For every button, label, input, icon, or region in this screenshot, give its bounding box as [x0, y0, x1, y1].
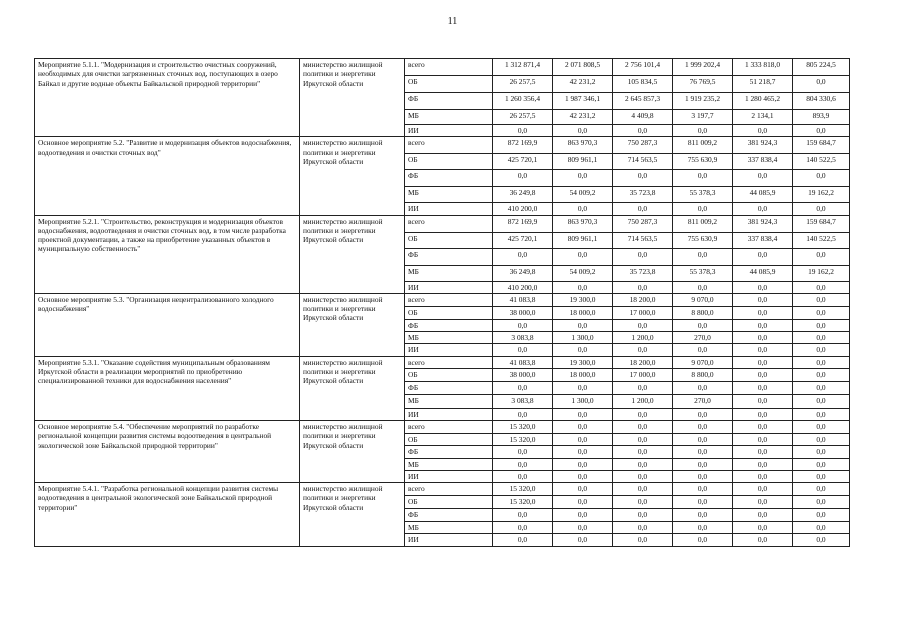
funding-source-cell: МБ	[405, 110, 493, 125]
amount-cell: 18 200,0	[613, 356, 673, 368]
amount-cell: 0,0	[553, 509, 613, 522]
amount-cell: 0,0	[733, 509, 793, 522]
amount-cell: 26 257,5	[493, 76, 553, 93]
amount-cell: 0,0	[493, 344, 553, 356]
amount-cell: 0,0	[673, 170, 733, 187]
amount-cell: 159 684,7	[793, 215, 850, 232]
amount-cell: 0,0	[613, 421, 673, 434]
funding-source-cell: ФБ	[405, 446, 493, 458]
amount-cell: 38 000,0	[493, 306, 553, 319]
amount-cell: 0,0	[553, 483, 613, 496]
amount-cell: 0,0	[733, 483, 793, 496]
amount-cell: 0,0	[793, 408, 850, 420]
amount-cell: 15 320,0	[493, 434, 553, 446]
amount-cell: 2 071 808,5	[553, 59, 613, 76]
funding-source-cell: ИИ	[405, 125, 493, 137]
funding-source-cell: ОБ	[405, 496, 493, 509]
amount-cell: 0,0	[793, 509, 850, 522]
amount-cell: 0,0	[733, 356, 793, 368]
funding-source-cell: ФБ	[405, 509, 493, 522]
amount-cell: 1 260 356,4	[493, 93, 553, 110]
amount-cell: 1 200,0	[613, 332, 673, 344]
amount-cell: 1 987 346,1	[553, 93, 613, 110]
funding-source-cell: ИИ	[405, 470, 493, 482]
amount-cell: 0,0	[673, 496, 733, 509]
funding-source-cell: ФБ	[405, 381, 493, 394]
funding-source-cell: ОБ	[405, 154, 493, 170]
amount-cell: 0,0	[733, 293, 793, 306]
amount-cell: 44 085,9	[733, 265, 793, 281]
amount-cell: 337 838,4	[733, 232, 793, 248]
amount-cell: 35 723,8	[613, 187, 673, 203]
table-row	[35, 137, 850, 154]
amount-cell: 0,0	[553, 319, 613, 331]
measure-cell: Мероприятие 5.1.1. "Модернизация и строительство очистных сооружений, необходимых для очистки загрязненных сточных вод, поступающих в озеро Байкал и другие водные объекты Байкальской природной территории"	[35, 59, 300, 137]
amount-cell: 0,0	[733, 496, 793, 509]
amount-cell: 0,0	[553, 170, 613, 187]
amount-cell: 0,0	[793, 319, 850, 331]
funding-source-cell: всего	[405, 421, 493, 434]
amount-cell: 0,0	[613, 434, 673, 446]
amount-cell: 1 999 202,4	[673, 59, 733, 76]
amount-cell: 0,0	[793, 76, 850, 93]
amount-cell: 2 645 857,3	[613, 93, 673, 110]
amount-cell: 0,0	[613, 248, 673, 265]
amount-cell: 15 320,0	[493, 421, 553, 434]
amount-cell: 19 300,0	[553, 293, 613, 306]
amount-cell: 0,0	[733, 446, 793, 458]
amount-cell: 0,0	[793, 281, 850, 293]
amount-cell: 54 009,2	[553, 187, 613, 203]
amount-cell: 3 083,8	[493, 394, 553, 408]
amount-cell: 159 684,7	[793, 137, 850, 154]
amount-cell: 755 630,9	[673, 154, 733, 170]
amount-cell: 9 070,0	[673, 356, 733, 368]
funding-source-cell: всего	[405, 356, 493, 368]
amount-cell: 0,0	[733, 281, 793, 293]
amount-cell: 19 162,2	[793, 187, 850, 203]
amount-cell: 0,0	[553, 522, 613, 534]
amount-cell: 0,0	[673, 458, 733, 470]
executor-cell: министерство жилищной политики и энергетики Иркутской области	[300, 215, 405, 293]
executor-cell: министерство жилищной политики и энергетики Иркутской области	[300, 137, 405, 215]
amount-cell: 0,0	[793, 356, 850, 368]
amount-cell: 0,0	[613, 203, 673, 215]
funding-source-cell: ИИ	[405, 534, 493, 546]
amount-cell: 809 961,1	[553, 232, 613, 248]
amount-cell: 0,0	[733, 203, 793, 215]
amount-cell: 0,0	[613, 446, 673, 458]
amount-cell: 714 563,5	[613, 232, 673, 248]
amount-cell: 1 200,0	[613, 394, 673, 408]
amount-cell: 38 000,0	[493, 368, 553, 381]
amount-cell: 863 970,3	[553, 215, 613, 232]
funding-source-cell: всего	[405, 137, 493, 154]
amount-cell: 410 200,0	[493, 203, 553, 215]
amount-cell: 2 756 101,4	[613, 59, 673, 76]
amount-cell: 0,0	[733, 421, 793, 434]
amount-cell: 0,0	[493, 458, 553, 470]
amount-cell: 811 009,2	[673, 137, 733, 154]
funding-source-cell: МБ	[405, 265, 493, 281]
amount-cell: 18 000,0	[553, 306, 613, 319]
funding-source-cell: ИИ	[405, 281, 493, 293]
amount-cell: 381 924,3	[733, 215, 793, 232]
amount-cell: 0,0	[733, 434, 793, 446]
amount-cell: 0,0	[793, 434, 850, 446]
amount-cell: 55 378,3	[673, 187, 733, 203]
amount-cell: 0,0	[673, 344, 733, 356]
amount-cell: 0,0	[733, 248, 793, 265]
amount-cell: 0,0	[673, 470, 733, 482]
table-row	[35, 215, 850, 232]
amount-cell: 4 409,8	[613, 110, 673, 125]
amount-cell: 0,0	[673, 125, 733, 137]
budget-table	[34, 58, 850, 547]
funding-source-cell: всего	[405, 483, 493, 496]
funding-source-cell: ОБ	[405, 368, 493, 381]
amount-cell: 35 723,8	[613, 265, 673, 281]
amount-cell: 0,0	[553, 534, 613, 546]
amount-cell: 0,0	[553, 248, 613, 265]
amount-cell: 0,0	[673, 408, 733, 420]
amount-cell: 0,0	[553, 434, 613, 446]
amount-cell: 0,0	[553, 344, 613, 356]
executor-cell: министерство жилищной политики и энергетики Иркутской области	[300, 59, 405, 137]
funding-source-cell: ОБ	[405, 434, 493, 446]
measure-cell: Мероприятие 5.4.1. "Разработка региональной концепции развития системы водоотведения в центральной экологической зоне Байкальской природной территории"	[35, 483, 300, 547]
amount-cell: 0,0	[553, 125, 613, 137]
amount-cell: 425 720,1	[493, 232, 553, 248]
amount-cell: 0,0	[493, 248, 553, 265]
amount-cell: 381 924,3	[733, 137, 793, 154]
amount-cell: 0,0	[733, 470, 793, 482]
measure-cell: Основное мероприятие 5.4. "Обеспечение мероприятий по разработке региональной концепции развития системы водоотведения в центральной экологической зоне Байкальской природной территории"	[35, 421, 300, 483]
funding-source-cell: ОБ	[405, 76, 493, 93]
amount-cell: 0,0	[733, 332, 793, 344]
amount-cell: 51 218,7	[733, 76, 793, 93]
executor-cell: министерство жилищной политики и энергетики Иркутской области	[300, 356, 405, 421]
measure-cell: Мероприятие 5.2.1. "Строительство, реконструкция и модернизация объектов водоснабжения, водоотведения и очистки сточных вод, в том числе разработка проектной документации, а также на приобретение указанных объектов в муниципальную собственность"	[35, 215, 300, 293]
amount-cell: 750 287,3	[613, 215, 673, 232]
amount-cell: 19 162,2	[793, 265, 850, 281]
amount-cell: 0,0	[673, 483, 733, 496]
amount-cell: 0,0	[493, 381, 553, 394]
amount-cell: 0,0	[493, 509, 553, 522]
amount-cell: 0,0	[733, 381, 793, 394]
amount-cell: 0,0	[613, 281, 673, 293]
amount-cell: 0,0	[553, 446, 613, 458]
amount-cell: 1 300,0	[553, 394, 613, 408]
measure-cell: Основное мероприятие 5.2. "Развитие и модернизация объектов водоснабжения, водоотведения и очистки сточных вод"	[35, 137, 300, 215]
amount-cell: 872 169,9	[493, 215, 553, 232]
amount-cell: 0,0	[793, 332, 850, 344]
amount-cell: 9 070,0	[673, 293, 733, 306]
amount-cell: 1 333 818,0	[733, 59, 793, 76]
amount-cell: 0,0	[733, 458, 793, 470]
amount-cell: 0,0	[793, 368, 850, 381]
amount-cell: 8 800,0	[673, 368, 733, 381]
funding-source-cell: ФБ	[405, 170, 493, 187]
amount-cell: 0,0	[613, 509, 673, 522]
executor-cell: министерство жилищной политики и энергетики Иркутской области	[300, 483, 405, 547]
table-row	[35, 356, 850, 368]
amount-cell: 0,0	[793, 446, 850, 458]
amount-cell: 0,0	[733, 394, 793, 408]
measure-cell: Основное мероприятие 5.3. "Организация нецентрализованного холодного водоснабжения"	[35, 293, 300, 356]
funding-source-cell: всего	[405, 59, 493, 76]
amount-cell: 0,0	[793, 381, 850, 394]
amount-cell: 18 200,0	[613, 293, 673, 306]
amount-cell: 0,0	[613, 408, 673, 420]
amount-cell: 750 287,3	[613, 137, 673, 154]
funding-source-cell: МБ	[405, 332, 493, 344]
amount-cell: 44 085,9	[733, 187, 793, 203]
amount-cell: 805 224,5	[793, 59, 850, 76]
amount-cell: 872 169,9	[493, 137, 553, 154]
amount-cell: 8 800,0	[673, 306, 733, 319]
amount-cell: 0,0	[673, 509, 733, 522]
amount-cell: 0,0	[553, 381, 613, 394]
amount-cell: 0,0	[733, 170, 793, 187]
amount-cell: 0,0	[673, 446, 733, 458]
amount-cell: 0,0	[793, 203, 850, 215]
amount-cell: 17 000,0	[613, 306, 673, 319]
amount-cell: 0,0	[733, 125, 793, 137]
amount-cell: 270,0	[673, 394, 733, 408]
amount-cell: 0,0	[553, 203, 613, 215]
funding-source-cell: МБ	[405, 394, 493, 408]
page-number: 11	[447, 16, 458, 27]
amount-cell: 755 630,9	[673, 232, 733, 248]
amount-cell: 0,0	[733, 408, 793, 420]
amount-cell: 0,0	[613, 319, 673, 331]
amount-cell: 0,0	[553, 496, 613, 509]
amount-cell: 54 009,2	[553, 265, 613, 281]
amount-cell: 0,0	[613, 381, 673, 394]
amount-cell: 0,0	[673, 522, 733, 534]
amount-cell: 105 834,5	[613, 76, 673, 93]
amount-cell: 0,0	[613, 496, 673, 509]
amount-cell: 0,0	[733, 344, 793, 356]
funding-source-cell: МБ	[405, 458, 493, 470]
amount-cell: 0,0	[673, 203, 733, 215]
funding-source-cell: ИИ	[405, 344, 493, 356]
amount-cell: 0,0	[793, 170, 850, 187]
amount-cell: 41 083,8	[493, 293, 553, 306]
amount-cell: 1 280 465,2	[733, 93, 793, 110]
amount-cell: 0,0	[673, 281, 733, 293]
amount-cell: 0,0	[793, 248, 850, 265]
amount-cell: 0,0	[673, 534, 733, 546]
amount-cell: 0,0	[613, 125, 673, 137]
amount-cell: 36 249,8	[493, 187, 553, 203]
amount-cell: 0,0	[733, 368, 793, 381]
amount-cell: 0,0	[613, 170, 673, 187]
amount-cell: 0,0	[733, 534, 793, 546]
amount-cell: 0,0	[613, 534, 673, 546]
amount-cell: 0,0	[553, 421, 613, 434]
amount-cell: 0,0	[673, 319, 733, 331]
amount-cell: 0,0	[793, 496, 850, 509]
amount-cell: 0,0	[493, 125, 553, 137]
amount-cell: 0,0	[673, 421, 733, 434]
amount-cell: 0,0	[793, 458, 850, 470]
funding-source-cell: МБ	[405, 187, 493, 203]
amount-cell: 0,0	[793, 344, 850, 356]
amount-cell: 140 522,5	[793, 232, 850, 248]
amount-cell: 0,0	[793, 522, 850, 534]
amount-cell: 0,0	[493, 522, 553, 534]
amount-cell: 0,0	[793, 394, 850, 408]
amount-cell: 1 312 871,4	[493, 59, 553, 76]
amount-cell: 41 083,8	[493, 356, 553, 368]
funding-source-cell: ФБ	[405, 93, 493, 110]
amount-cell: 0,0	[493, 446, 553, 458]
amount-cell: 270,0	[673, 332, 733, 344]
amount-cell: 0,0	[493, 408, 553, 420]
amount-cell: 410 200,0	[493, 281, 553, 293]
amount-cell: 36 249,8	[493, 265, 553, 281]
amount-cell: 0,0	[793, 125, 850, 137]
amount-cell: 863 970,3	[553, 137, 613, 154]
amount-cell: 0,0	[493, 534, 553, 546]
amount-cell: 55 378,3	[673, 265, 733, 281]
amount-cell: 0,0	[613, 483, 673, 496]
amount-cell: 0,0	[553, 470, 613, 482]
amount-cell: 140 522,5	[793, 154, 850, 170]
amount-cell: 42 231,2	[553, 76, 613, 93]
amount-cell: 0,0	[493, 170, 553, 187]
measure-cell: Мероприятие 5.3.1. "Оказание содействия муниципальным образованиям Иркутской области в реализации мероприятий по приобретению специализированной техники для водоснабжения населения"	[35, 356, 300, 421]
amount-cell: 0,0	[793, 483, 850, 496]
amount-cell: 3 083,8	[493, 332, 553, 344]
amount-cell: 0,0	[793, 470, 850, 482]
amount-cell: 19 300,0	[553, 356, 613, 368]
funding-source-cell: ИИ	[405, 203, 493, 215]
funding-source-cell: всего	[405, 215, 493, 232]
amount-cell: 337 838,4	[733, 154, 793, 170]
executor-cell: министерство жилищной политики и энергетики Иркутской области	[300, 421, 405, 483]
amount-cell: 0,0	[733, 522, 793, 534]
amount-cell: 0,0	[493, 470, 553, 482]
amount-cell: 0,0	[553, 281, 613, 293]
amount-cell: 0,0	[613, 458, 673, 470]
funding-source-cell: МБ	[405, 522, 493, 534]
amount-cell: 76 769,5	[673, 76, 733, 93]
amount-cell: 0,0	[673, 381, 733, 394]
amount-cell: 809 961,1	[553, 154, 613, 170]
table-row	[35, 421, 850, 434]
amount-cell: 0,0	[673, 434, 733, 446]
amount-cell: 893,9	[793, 110, 850, 125]
funding-source-cell: ОБ	[405, 232, 493, 248]
amount-cell: 42 231,2	[553, 110, 613, 125]
funding-source-cell: ОБ	[405, 306, 493, 319]
amount-cell: 1 300,0	[553, 332, 613, 344]
amount-cell: 811 009,2	[673, 215, 733, 232]
amount-cell: 18 000,0	[553, 368, 613, 381]
funding-source-cell: всего	[405, 293, 493, 306]
amount-cell: 714 563,5	[613, 154, 673, 170]
table-row	[35, 293, 850, 306]
amount-cell: 0,0	[553, 458, 613, 470]
amount-cell: 0,0	[613, 522, 673, 534]
table-row	[35, 59, 850, 76]
amount-cell: 0,0	[733, 319, 793, 331]
table-row	[35, 483, 850, 496]
amount-cell: 15 320,0	[493, 483, 553, 496]
funding-source-cell: ФБ	[405, 319, 493, 331]
amount-cell: 425 720,1	[493, 154, 553, 170]
amount-cell: 0,0	[553, 408, 613, 420]
amount-cell: 0,0	[793, 421, 850, 434]
amount-cell: 2 134,1	[733, 110, 793, 125]
amount-cell: 0,0	[733, 306, 793, 319]
amount-cell: 0,0	[793, 306, 850, 319]
amount-cell: 0,0	[613, 344, 673, 356]
amount-cell: 1 919 235,2	[673, 93, 733, 110]
amount-cell: 3 197,7	[673, 110, 733, 125]
amount-cell: 15 320,0	[493, 496, 553, 509]
amount-cell: 0,0	[793, 534, 850, 546]
amount-cell: 0,0	[613, 470, 673, 482]
amount-cell: 26 257,5	[493, 110, 553, 125]
amount-cell: 0,0	[673, 248, 733, 265]
funding-source-cell: ФБ	[405, 248, 493, 265]
amount-cell: 17 000,0	[613, 368, 673, 381]
amount-cell: 804 330,6	[793, 93, 850, 110]
executor-cell: министерство жилищной политики и энергетики Иркутской области	[300, 293, 405, 356]
amount-cell: 0,0	[793, 293, 850, 306]
amount-cell: 0,0	[493, 319, 553, 331]
funding-source-cell: ИИ	[405, 408, 493, 420]
